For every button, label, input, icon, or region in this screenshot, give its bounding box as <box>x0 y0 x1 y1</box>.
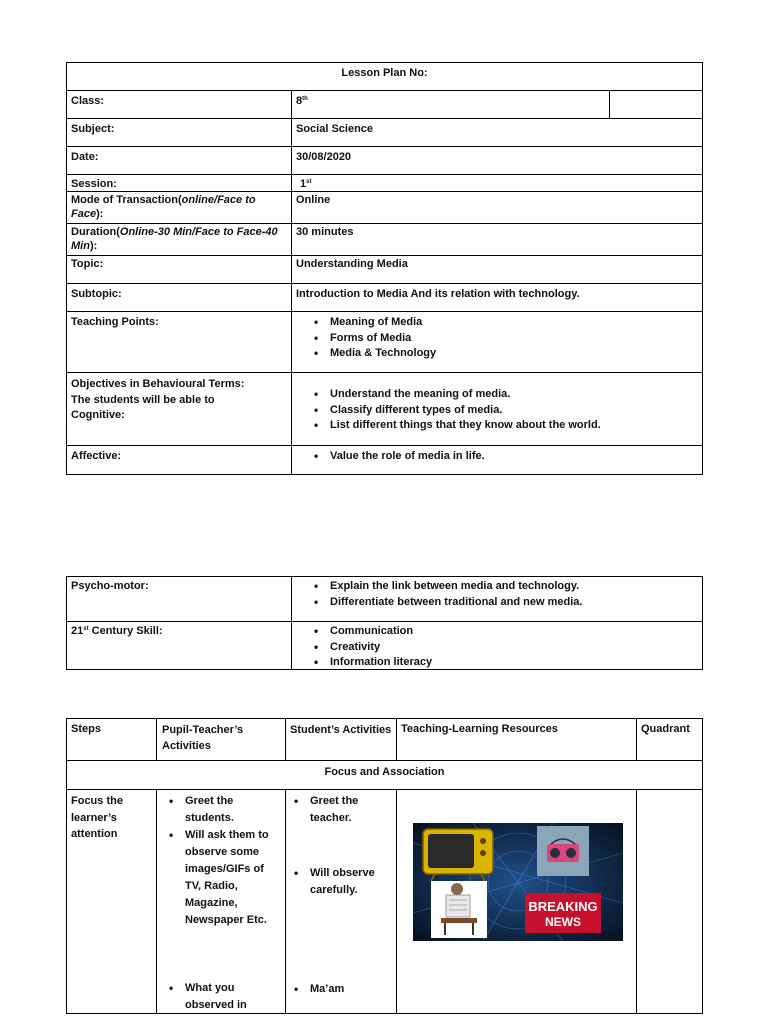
teaching-points-list <box>291 311 703 373</box>
media-collage-graphic <box>413 823 623 941</box>
list-item: • Greet the teacher. <box>310 793 392 827</box>
century-skill-label: 21st Century Skill: <box>66 621 292 670</box>
list-item: • Information literacy <box>330 655 698 670</box>
list-item: • Will observe carefully. <box>310 865 392 899</box>
subject-label: Subject: <box>66 118 292 147</box>
list-item: • Ma’am <box>310 981 392 998</box>
psychomotor-list <box>291 576 703 622</box>
class-extra-cell <box>609 90 703 119</box>
list-item: • What you observed in <box>185 980 281 1014</box>
duration-label: Duration(Online-30 Min/Face to Face-40 Min): <box>66 223 292 256</box>
mode-label: Mode of Transaction(online/Face to Face): <box>66 191 292 224</box>
list-item: • Forms of Media <box>330 331 698 347</box>
newspaper-reader-icon <box>431 881 487 938</box>
header-student-activities: Student’s Activities <box>285 718 397 761</box>
affective-label: Affective: <box>66 445 292 475</box>
student-activities-cell <box>285 789 397 1014</box>
lesson-plan-title: Lesson Plan No: <box>66 62 703 91</box>
header-quadrant: Quadrant <box>636 718 703 761</box>
lesson-plan-table <box>66 62 703 475</box>
list-item: • Creativity <box>330 640 698 656</box>
pupil-activities-cell <box>156 789 286 1014</box>
subject-value: Social Science <box>291 118 703 147</box>
quadrant-cell <box>636 789 703 1014</box>
teaching-points-label: Teaching Points: <box>66 311 292 373</box>
list-item: • Value the role of media in life. <box>330 449 698 465</box>
skills-table <box>66 576 703 670</box>
century-skill-list <box>291 621 703 670</box>
date-label: Date: <box>66 146 292 175</box>
header-resources: Teaching-Learning Resources <box>396 718 637 761</box>
list-item: • Meaning of Media <box>330 315 698 331</box>
list-item: • Understand the meaning of media. <box>330 387 698 403</box>
list-item: • Explain the link between media and technology. <box>330 579 698 595</box>
class-value: 8th <box>291 90 610 119</box>
resources-cell <box>396 789 637 1014</box>
psychomotor-label: Psycho-motor: <box>66 576 292 622</box>
list-item: • Classify different types of media. <box>330 403 698 419</box>
media-collage-image <box>413 823 623 941</box>
radio-icon <box>537 826 589 876</box>
list-item: • Differentiate between traditional and new media. <box>330 595 698 611</box>
svg-text:BREAKING: BREAKING <box>528 899 598 914</box>
mode-value: Online <box>291 191 703 224</box>
session-value: 1st <box>291 174 703 192</box>
header-pupil-activities: Pupil-Teacher’s Activities <box>156 718 286 761</box>
section-focus-association: Focus and Association <box>66 760 703 790</box>
cognitive-list <box>291 372 703 446</box>
step-focus-attention: Focus the learner’s attention <box>66 789 157 1014</box>
header-steps: Steps <box>66 718 157 761</box>
list-item: • Greet the students. <box>185 793 281 827</box>
svg-text:NEWS: NEWS <box>545 915 581 929</box>
list-item: • Communication <box>330 624 698 640</box>
subtopic-label: Subtopic: <box>66 283 292 312</box>
affective-list <box>291 445 703 475</box>
tv-icon <box>423 829 493 881</box>
list-item: • Will ask them to observe some images/GIFs of TV, Radio, Magazine, Newspaper Etc. <box>185 827 281 929</box>
steps-table <box>66 718 703 1014</box>
list-item: • Media & Technology <box>330 346 698 362</box>
objectives-label: Objectives in Behavioural Terms: The students will be able to Cognitive: <box>66 372 292 446</box>
session-label: Session: <box>66 174 292 192</box>
topic-value: Understanding Media <box>291 255 703 284</box>
subtopic-value: Introduction to Media And its relation with technology. <box>291 283 703 312</box>
class-label: Class: <box>66 90 292 119</box>
breaking-news-banner <box>525 893 601 933</box>
topic-label: Topic: <box>66 255 292 284</box>
date-value: 30/08/2020 <box>291 146 703 175</box>
list-item: • List different things that they know about the world. <box>330 418 698 434</box>
duration-value: 30 minutes <box>291 223 703 256</box>
